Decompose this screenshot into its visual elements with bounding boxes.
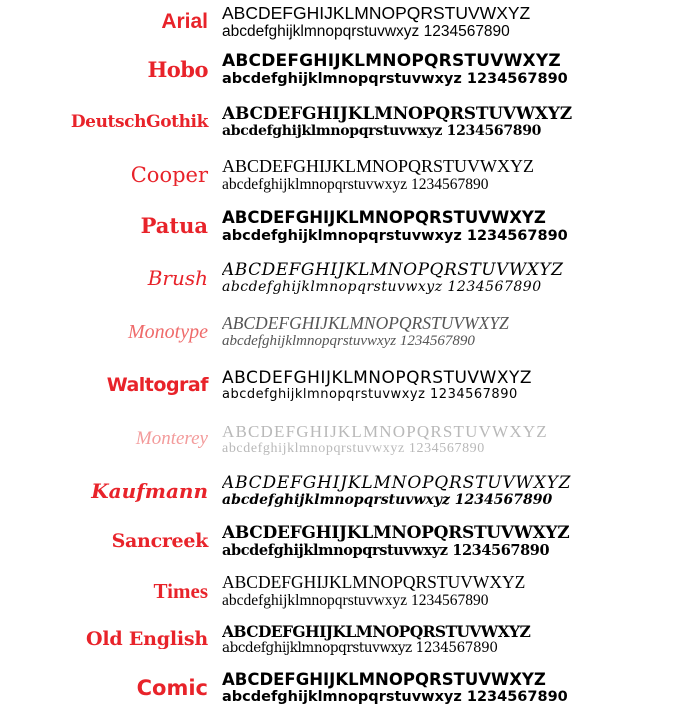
sample-uppercase: ABCDEFGHIJKLMNOPQRSTUVWXYZ — [222, 313, 509, 333]
sample-uppercase: ABCDEFGHIJKLMNOPQRSTUVWXYZ — [222, 3, 531, 23]
sample-uppercase: ABCDEFGHIJKLMNOPQRSTUVWXYZ — [222, 105, 572, 125]
specimen-row — [0, 465, 700, 517]
sample-lowercase: abcdefghijklmnopqrstuvwxyz 1234567890 — [222, 543, 550, 560]
font-sample-block — [222, 524, 696, 559]
sample-lowercase: abcdefghijklmnopqrstuvwxyz 1234567890 — [222, 124, 542, 140]
sample-lowercase: abcdefghijklmnopqrstuvwxyz 1234567890 — [222, 23, 510, 41]
font-sample-block — [222, 105, 696, 140]
font-name-label: Hobo — [147, 58, 208, 82]
sample-lowercase: abcdefghijklmnopqrstuvwxyz 1234567890 — [222, 388, 518, 403]
sample-uppercase: ABCDEFGHIJKLMNOPQRSTUVWXYZ — [222, 209, 546, 228]
font-sample-block — [222, 671, 696, 706]
font-name-label: Old English — [86, 629, 208, 650]
font-name-label: Arial — [161, 10, 208, 33]
font-sample-block — [222, 573, 696, 610]
sample-lowercase: abcdefghijklmnopqrstuvwxyz 1234567890 — [222, 333, 475, 350]
font-sample-block — [222, 261, 696, 296]
font-sample-block — [222, 209, 696, 244]
font-name-label: Cooper — [130, 163, 208, 187]
specimen-row — [0, 359, 700, 413]
font-name-label: Brush — [147, 268, 208, 289]
sample-lowercase: abcdefghijklmnopqrstuvwxyz 1234567890 — [222, 176, 489, 194]
sample-uppercase: ABCDEFGHIJKLMNOPQRSTUVWXYZ — [222, 524, 570, 544]
specimen-row — [0, 664, 700, 712]
font-name-label: Comic — [136, 676, 208, 700]
sample-lowercase: abcdefghijklmnopqrstuvwxyz 1234567890 — [222, 592, 489, 610]
specimen-row — [0, 201, 700, 252]
specimen-row — [0, 149, 700, 201]
specimen-row — [0, 252, 700, 305]
sample-uppercase: ABCDEFGHIJKLMNOPQRSTUVWXYZ — [222, 473, 572, 493]
sample-lowercase: abcdefghijklmnopqrstuvwxyz 1234567890 — [222, 440, 485, 456]
font-name-label: Monterey — [135, 429, 208, 449]
sample-lowercase: abcdefghijklmnopqrstuvwxyz 1234567890 — [222, 71, 568, 88]
font-sample-block — [222, 623, 696, 655]
font-sample-block — [222, 52, 696, 87]
sample-uppercase: ABCDEFGHIJKLMNOPQRSTUVWXYZ — [222, 369, 533, 389]
specimen-row — [0, 567, 700, 615]
specimen-row — [0, 615, 700, 664]
sample-uppercase: ABCDEFGHIJKLMNOPQRSTUVWXYZ — [222, 52, 561, 72]
specimen-row — [0, 413, 700, 465]
font-sample-block — [222, 4, 696, 41]
sample-uppercase: ABCDEFGHIJKLMNOPQRSTUVWXYZ — [222, 572, 526, 592]
sample-uppercase: ABCDEFGHIJKLMNOPQRSTUVWXYZ — [222, 156, 535, 177]
sample-uppercase: ABCDEFGHIJKLMNOPQRSTUVWXYZ — [222, 421, 548, 441]
font-sample-block — [222, 369, 696, 403]
sample-lowercase: abcdefghijklmnopqrstuvwxyz 1234567890 — [222, 492, 553, 508]
font-sample-block — [222, 422, 696, 457]
sample-lowercase: abcdefghijklmnopqrstuvwxyz 1234567890 — [222, 640, 498, 656]
font-name-label: DeutschGothik — [70, 113, 208, 132]
sample-uppercase: ABCDEFGHIJKLMNOPQRSTUVWXYZ — [222, 623, 531, 641]
font-sample-block — [222, 156, 696, 194]
font-sample-block — [222, 474, 696, 509]
font-name-label: Times — [153, 579, 208, 603]
font-sample-block — [222, 314, 696, 350]
specimen-row — [0, 44, 700, 96]
font-name-label: Patua — [140, 215, 208, 238]
sample-uppercase: ABCDEFGHIJKLMNOPQRSTUVWXYZ — [222, 670, 546, 689]
font-name-label: Waltograf — [106, 376, 208, 396]
sample-lowercase: abcdefghijklmnopqrstuvwxyz 1234567890 — [222, 280, 542, 296]
specimen-row — [0, 305, 700, 359]
specimen-row — [0, 96, 700, 149]
font-name-label: Monotype — [128, 321, 208, 343]
specimen-row — [0, 0, 700, 44]
specimen-row — [0, 517, 700, 567]
font-name-label: Kaufmann — [91, 480, 208, 502]
sample-uppercase: ABCDEFGHIJKLMNOPQRSTUVWXYZ — [222, 261, 564, 281]
font-name-label: Sancreek — [111, 532, 208, 552]
sample-lowercase: abcdefghijklmnopqrstuvwxyz 1234567890 — [222, 227, 568, 244]
sample-lowercase: abcdefghijklmnopqrstuvwxyz 1234567890 — [222, 689, 568, 706]
